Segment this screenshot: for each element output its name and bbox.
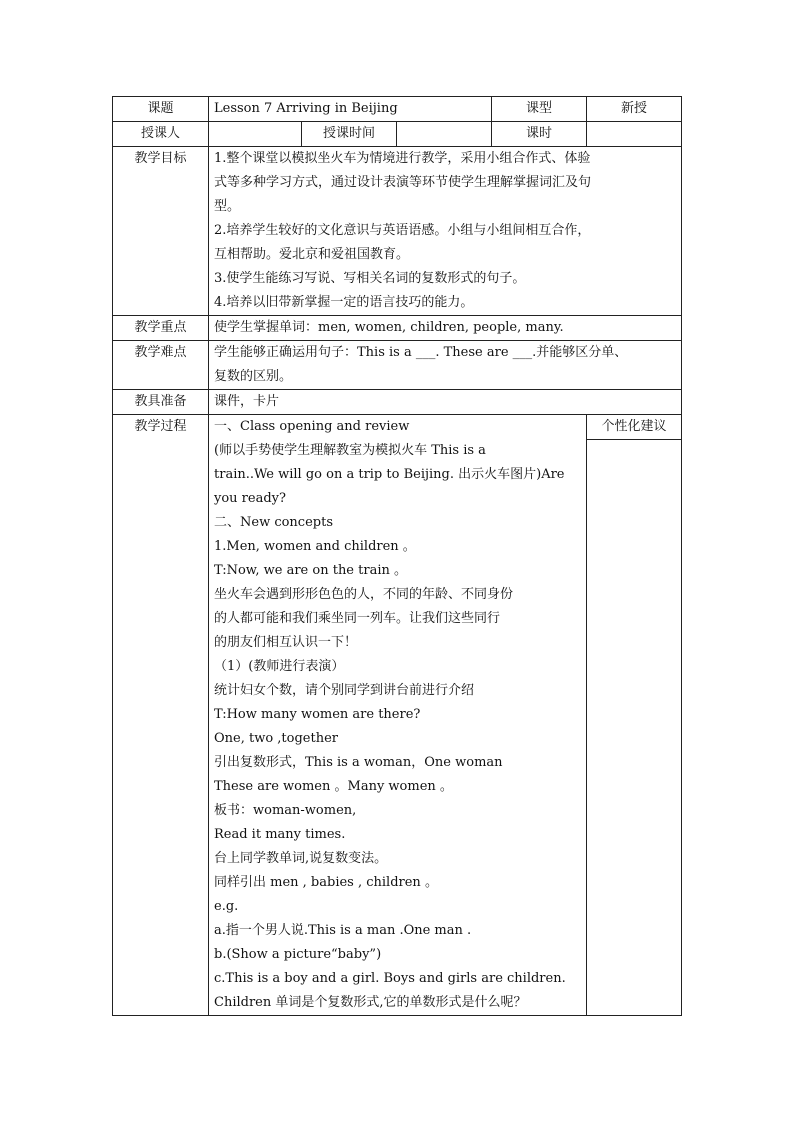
process-line: 的朋友们相互认识一下！ bbox=[214, 635, 358, 650]
difficulties-content bbox=[209, 341, 682, 390]
process-line: 引出复数形式，This is a woman，One woman bbox=[214, 755, 503, 770]
goals-content bbox=[209, 147, 682, 316]
process-line: Read it many times. bbox=[214, 827, 346, 842]
process-line: 坐火车会遇到形形色色的人，不同的年龄、不同身份 bbox=[214, 587, 514, 602]
process-line: 台上同学教单词,说复数变法。 bbox=[214, 851, 388, 866]
process-line: 板书：woman-women, bbox=[214, 803, 357, 818]
process-content bbox=[209, 415, 587, 1016]
type-value: 新授 bbox=[587, 97, 682, 122]
process-line: T:How many women are there? bbox=[214, 707, 421, 722]
row-teacher bbox=[113, 122, 682, 147]
process-label: 教学过程 bbox=[113, 415, 209, 1016]
process-line: c.This is a boy and a girl. Boys and girls are children. bbox=[214, 971, 566, 986]
materials-label: 教具准备 bbox=[113, 390, 209, 415]
process-line: （1）(教师进行表演） bbox=[214, 659, 345, 674]
advice-column bbox=[587, 415, 682, 1016]
goals-line: 互相帮助。爱北京和爱祖国教育。 bbox=[214, 247, 410, 262]
goals-line: 式等多种学习方式，通过设计表演等环节使学生理解掌握词汇及句 bbox=[214, 175, 592, 190]
goals-line: 3.使学生能练习写说、写相关名词的复数形式的句子。 bbox=[214, 271, 526, 286]
teacher-label: 授课人 bbox=[113, 122, 209, 147]
type-label: 课型 bbox=[492, 97, 587, 122]
process-line: 同样引出 men , babies , children 。 bbox=[214, 875, 438, 890]
difficulties-label: 教学难点 bbox=[113, 341, 209, 390]
process-line: you ready? bbox=[214, 491, 286, 506]
process-line: (师以手势使学生理解教室为模拟火车 This is a bbox=[214, 443, 486, 458]
row-materials bbox=[113, 390, 682, 415]
process-line: train..We will go on a trip to Beijing. 出示火车图片)Are bbox=[214, 467, 565, 482]
difficulties-line: 复数的区别。 bbox=[214, 369, 293, 384]
time-value bbox=[397, 122, 492, 147]
key-points-value: 使学生掌握单词：men, women, children, people, many. bbox=[209, 316, 682, 341]
period-label: 课时 bbox=[492, 122, 587, 147]
advice-header: 个性化建议 bbox=[587, 415, 681, 440]
row-topic bbox=[113, 97, 682, 122]
process-line: 一、Class opening and review bbox=[214, 419, 410, 434]
row-goals bbox=[113, 147, 682, 316]
row-difficulties bbox=[113, 341, 682, 390]
topic-value: Lesson 7 Arriving in Beijing bbox=[209, 97, 492, 122]
row-key-points bbox=[113, 316, 682, 341]
row-process bbox=[113, 415, 682, 1016]
time-label: 授课时间 bbox=[302, 122, 397, 147]
process-line: b.(Show a picture“baby”) bbox=[214, 947, 382, 962]
process-line: e.g. bbox=[214, 899, 239, 914]
process-line: T:Now, we are on the train 。 bbox=[214, 563, 407, 578]
period-value bbox=[587, 122, 682, 147]
process-line: 的人都可能和我们乘坐同一列车。让我们这些同行 bbox=[214, 611, 501, 626]
process-line: These are women 。Many women 。 bbox=[214, 779, 453, 794]
process-line: 二、New concepts bbox=[214, 515, 333, 530]
difficulties-line: 学生能够正确运用句子：This is a ___. These are ___.并能够区分单、 bbox=[214, 345, 628, 360]
topic-label: 课题 bbox=[113, 97, 209, 122]
goals-line: 1.整个课堂以模拟坐火车为情境进行教学，采用小组合作式、体验 bbox=[214, 151, 591, 166]
process-line: a.指一个男人说.This is a man .One man . bbox=[214, 923, 472, 938]
materials-value: 课件，卡片 bbox=[209, 390, 682, 415]
process-line: Children 单词是个复数形式,它的单数形式是什么呢？ bbox=[214, 995, 527, 1010]
lesson-plan-table bbox=[112, 96, 682, 1016]
key-points-label: 教学重点 bbox=[113, 316, 209, 341]
process-line: 统计妇女个数，请个别同学到讲台前进行介绍 bbox=[214, 683, 475, 698]
teacher-value bbox=[209, 122, 302, 147]
process-line: One, two ,together bbox=[214, 731, 339, 746]
process-line: 1.Men, women and children 。 bbox=[214, 539, 416, 554]
goals-line: 2.培养学生较好的文化意识与英语语感。小组与小组间相互合作， bbox=[214, 223, 591, 238]
goals-line: 型。 bbox=[214, 199, 241, 214]
goals-label: 教学目标 bbox=[113, 147, 209, 316]
goals-line: 4.培养以旧带新掌握一定的语言技巧的能力。 bbox=[214, 295, 474, 310]
